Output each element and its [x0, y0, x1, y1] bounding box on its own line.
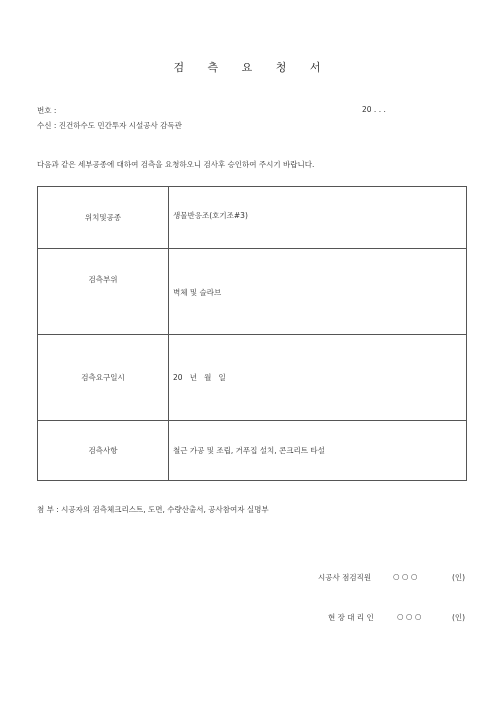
items-label: 검측사항 [38, 421, 169, 481]
document-title: 검 측 요 청 서 [173, 61, 331, 74]
datetime-value: 20 년 월 일 [169, 335, 467, 421]
signature-seal-agent: (인) [452, 613, 466, 622]
attachment-line: 첨 부 : 시공자의 검측체크리스트, 도면, 수량산출서, 공사참여자 실명부 [37, 505, 269, 514]
table-row-part [38, 249, 467, 335]
inspection-table [37, 186, 467, 481]
intro-text: 다음과 같은 세부공종에 대하여 검측을 요청하오니 검사후 승인하여 주시기 바랍니다. [37, 160, 315, 169]
location-label: 위치및공종 [38, 187, 169, 249]
signature-name-inspector: ○ ○ ○ [393, 572, 418, 581]
signature-name-agent: ○ ○ ○ [397, 612, 422, 621]
part-label-text: 검측부위 [88, 275, 118, 284]
part-value-text: 벽체 및 슬라브 [173, 288, 222, 297]
location-value-text: 생물반응조(호기조#3) [173, 211, 248, 220]
signature-seal-inspector: (인) [452, 573, 466, 582]
table-row-items [38, 421, 467, 481]
recipient-line: 수신 : 진건하수도 민간투자 시설공사 감독관 [37, 121, 182, 130]
table-row-location [38, 187, 467, 249]
part-value [169, 249, 467, 335]
datetime-label: 검측요구일시 [38, 335, 169, 421]
signature-role-inspector: 시공사 점검직원 [318, 573, 372, 582]
location-value [169, 187, 467, 249]
signature-role-agent: 현 장 대 리 인 [328, 613, 374, 622]
table-row-datetime [38, 335, 467, 421]
items-value: 철근 가공 및 조립, 거푸집 설치, 콘크리트 타설 [169, 421, 467, 481]
part-label [38, 249, 169, 335]
document-number-label: 번호 : [37, 106, 57, 115]
document-date: 20 . . . [362, 105, 386, 114]
